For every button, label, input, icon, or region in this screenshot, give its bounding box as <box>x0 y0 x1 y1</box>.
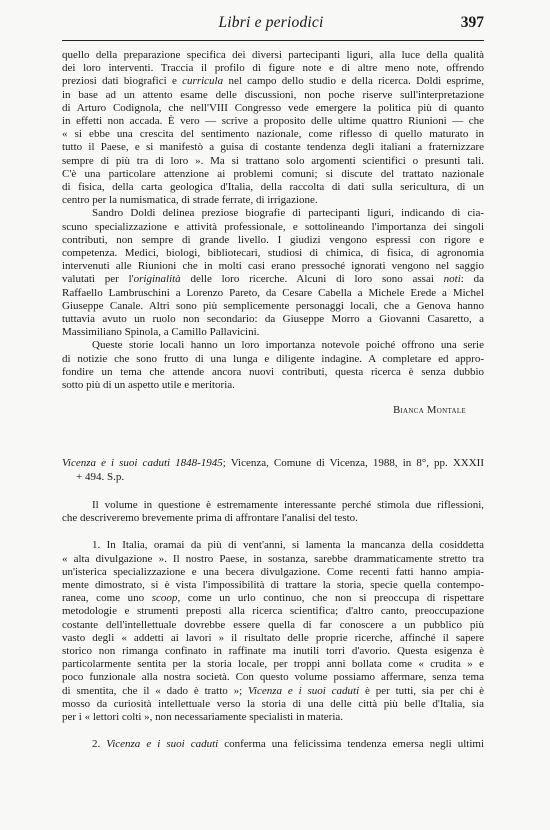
citation-details: ; Vicenza, Comune di Vicenza, 1988, in 8°, pp. XXXII <box>222 457 485 470</box>
section-gap <box>62 484 484 499</box>
text-line-part: : da <box>460 273 484 286</box>
text-line: tutto il Paese, e si manifestò a guisa di costante tendenza degli italiani a fraternizzare <box>62 141 484 154</box>
italic-term: Vicenza e i suoi caduti <box>248 684 360 697</box>
text-line <box>62 592 484 605</box>
text-line: « alta divulgazione ». Il nostro Paese, in sostanza, sarebbe drammaticamente stretto tra <box>62 552 484 565</box>
text-line-part: , come un urlo continuo, che non si preoccupa di rispettare <box>177 592 484 605</box>
section-gap <box>62 525 484 539</box>
text-line: di fisica, della carta geologica d'Italia, della raccolta di dati sulla sericultura, di un <box>62 181 484 194</box>
text-line: sotto più di un aspetto utile e meritoria. <box>62 379 235 392</box>
text-line: un'isterica specializzazione e una becera divulgazione. Come recenti fatti hanno ampia- <box>62 565 484 578</box>
review-signature <box>62 404 466 417</box>
text-line: quello della preparazione specifica dei diversi partecipanti liguri, alla luce della qualità <box>62 49 484 61</box>
text-line: mente dimostrato, si è vista l'impossibilità di trattare la storia, specie quella contempo- <box>62 578 484 591</box>
text-line: particolarmente sentita per la storia locale, per troppi anni bollata come « crudita » e <box>62 658 484 671</box>
text-line: vasto degli « addetti ai lavori » il risultato delle proprie ricerche, affinché il sapere <box>62 631 484 644</box>
running-header <box>62 14 484 36</box>
text-line: scuno specializzazione e attività professionale, e sottolineando l'importanza dei singoli <box>62 220 484 233</box>
text-line: in base ad un attento esame delle discussioni, non poche riserve sull'interpretazione <box>62 88 484 101</box>
text-line <box>62 685 484 698</box>
text-line: che descriveremo brevemente prima di affrontare l'analisi del testo. <box>62 512 358 525</box>
text-line: dei loro interventi. Traccia il profilo di figure note e di altre meno note, offrendo <box>62 62 484 75</box>
italic-term: noti <box>443 273 461 286</box>
citation-line <box>62 457 484 470</box>
text-line-part: preziosi dati biografici e <box>62 75 177 88</box>
text-line: in effetti non accada. È vero — scrive a proposito delle ultime quattro Riunioni — che <box>62 115 484 128</box>
text-line: centro per la numismatica, di strade ferrate, di irrigazione. <box>62 194 318 207</box>
text-line: di notizie che sono frutto di una lunga e diligente indagine. A completare ed appro- <box>62 352 484 365</box>
text-line <box>62 273 484 286</box>
text-line: Raffaello Lambruschini a Lorenzo Pareto, da Cesare Cabella a Michele Erede a Michel <box>62 286 484 299</box>
text-line: 1. In Italia, oramai da più di vent'anni, si lamenta la mancanza della cosiddetta <box>92 539 484 552</box>
text-line: Sandro Doldi delinea preziose biografie di partecipanti liguri, indicando di cia- <box>92 207 484 220</box>
italic-term: Vicenza e i suoi caduti <box>106 738 219 751</box>
header-rule <box>62 40 484 41</box>
text-line: mosso da curiosità intellettuale verso la storia di una delle città più belle d'Italia, sia <box>62 697 484 710</box>
text-line: intervenuti alle Riunioni che in molti casi erano pressoché ignorati vengono nel saggio <box>62 260 484 273</box>
text-line-part: è per tutti, sia per chi è <box>359 684 484 697</box>
text-line: « si ebbe una crescita del sentimento nazionale, come riflesso di quello maturato in <box>62 128 484 141</box>
text-line: storico non rimanga confinato in raffinate ma inutili torri d'avorio. Questa esigenza è <box>62 644 484 657</box>
text-line: contributi, non sempre di grande livello. I giudizi vengono espressi con rigore e <box>62 233 484 246</box>
text-line <box>62 75 484 88</box>
signature-name: Bianca Montale <box>393 405 466 417</box>
text-line-part: di smentita, che il « dado è tratto »; <box>62 684 249 697</box>
page-number: 397 <box>460 14 484 31</box>
text-line-part: nel campo dello studio e della ricerca. Doldi esprime, <box>228 75 485 88</box>
text-line: costante dell'intellettuale dovrebbe essere quella di far conoscere a un pubblico più <box>62 618 484 631</box>
text-line <box>62 738 484 751</box>
text-line: Giuseppe Canale. Altri sono più semplicemente personaggi locali, che a Genova hanno <box>62 299 484 312</box>
text-line: Queste storie locali hanno un loro importanza notevole poiché offrono una serie <box>92 339 484 352</box>
text-line: tuttavia avuto un ruolo non secondario: da Giuseppe Morro a Giovanni Casaretto, a <box>62 313 484 326</box>
text-line: C'è una particolare attenzione ai problemi comuni; si discute del trattato nazionale <box>62 167 484 180</box>
text-line: poco funzionale alla nostra società. Con questo volume possiamo affermare, senza tema <box>62 671 484 684</box>
text-line: Il volume in questione è estremamente interessante perché stimola due riflessioni, <box>92 498 484 511</box>
page-body <box>62 49 484 751</box>
text-line: di Arturo Codignola, che nell'VIII Congresso vede emergere la politica più di quanto <box>62 101 484 114</box>
italic-term: scoop <box>151 592 178 605</box>
italic-term: curricula <box>182 75 224 88</box>
section-gap <box>62 417 484 457</box>
text-line: metodologie e strumenti preposti alla ricerca scientifica; d'altro canto, preoccupazione <box>62 605 484 618</box>
text-line-part: conferma una felicissima tendenza emersa negli ultimi <box>218 738 485 751</box>
book-title: Vicenza e i suoi caduti 1848-1945 <box>62 457 223 470</box>
text-line-part: 2. <box>92 738 107 751</box>
text-line: sempre di più tra di loro ». Ma si trattano solo argomenti scientifici o presunti tali. <box>62 154 484 167</box>
italic-term: originalità <box>133 273 181 286</box>
text-line: fondire un tema che attende ancora nuovi contributi, questa ricerca è senza dubbio <box>62 365 484 378</box>
section-gap <box>62 724 484 738</box>
text-line-part: valutati per l' <box>62 273 134 286</box>
text-line-part: ranea, come uno <box>62 592 152 605</box>
text-line-part: delle loro ricerche. Alcuni di loro sono assai <box>180 273 444 286</box>
running-title: Libri e periodici <box>218 14 324 31</box>
citation-line: + 494. S.p. <box>76 470 125 483</box>
text-line: per i « lettori colti », non necessariamente specialisti in materia. <box>62 710 344 723</box>
text-line: Massimiliano Spinola, a Camillo Pallavicini. <box>62 326 260 339</box>
text-line: competenza. Medici, biologi, bibliotecari, studiosi di chimica, di fisica, di agronomia <box>62 247 484 260</box>
